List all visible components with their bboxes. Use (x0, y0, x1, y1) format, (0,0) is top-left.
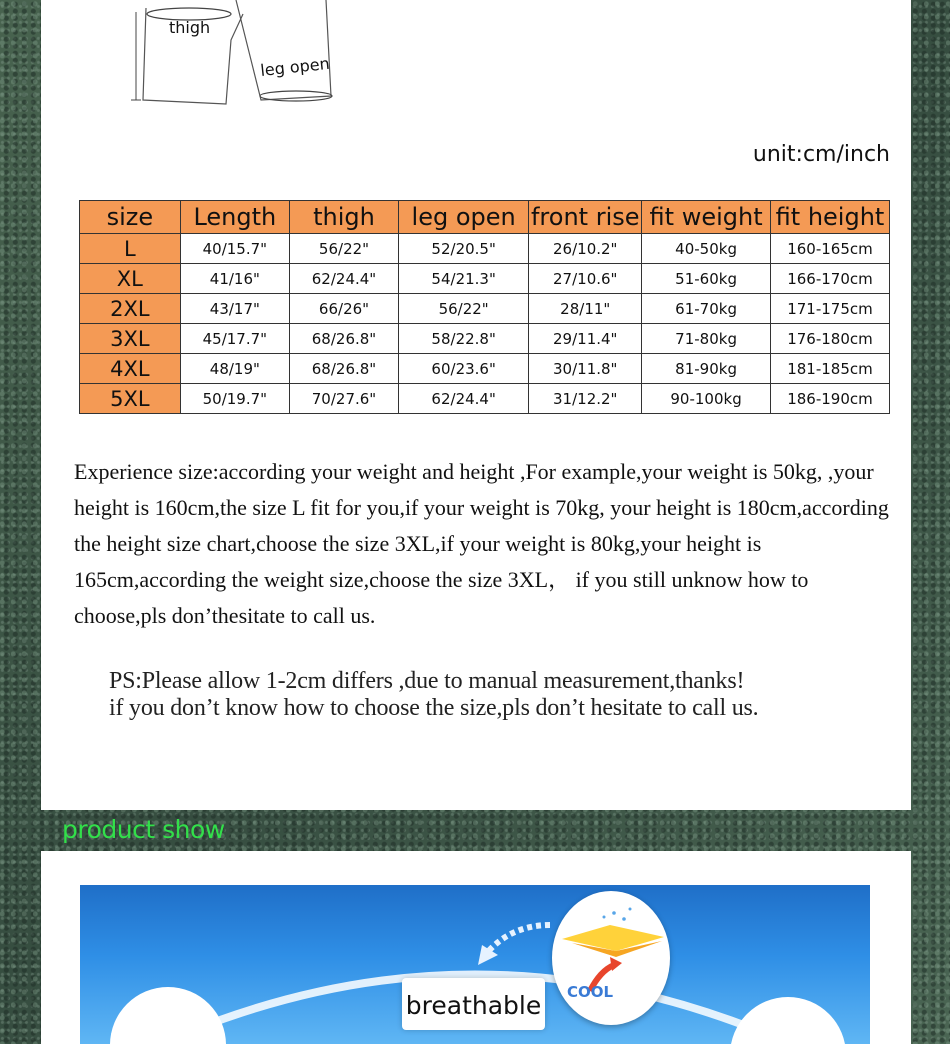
table-cell: 70/27.6" (290, 384, 399, 414)
cool-label: COOL (567, 983, 614, 1001)
table-cell: 27/10.6" (529, 264, 642, 294)
table-cell: 43/17" (180, 294, 289, 324)
section-title-product-show: product show (62, 815, 225, 844)
table-header-cell: leg open (398, 201, 528, 234)
table-header-cell: fit height (770, 201, 889, 234)
ps-line-1: PS:Please allow 1-2cm differs ,due to manual measurement,thanks! (109, 668, 745, 694)
table-cell: 29/11.4" (529, 324, 642, 354)
table-header-row (80, 201, 890, 234)
table-header-cell: fit weight (642, 201, 771, 234)
cool-icon (552, 891, 670, 1025)
table-cell: 28/11" (529, 294, 642, 324)
leg-open-label: leg open (259, 53, 331, 80)
table-header-cell: size (80, 201, 181, 234)
table-cell: 54/21.3" (398, 264, 528, 294)
table-header-cell: Length (180, 201, 289, 234)
experience-size-text: Experience size:according your weight and height ,For example,your weight is 50kg, ,your height is 160cm,the size L fit for you,if your weight is 70kg, your height is 180cm,according the height size chart,choose the size 3XL,if your weight is 80kg,your height is 165cm,according the weight size,choose the size 3XL， if you still unknow how to choose,pls don’thesitate to call us. (74, 459, 889, 628)
table-row (80, 384, 890, 414)
table-cell: 71-80kg (642, 324, 771, 354)
table-cell: 81-90kg (642, 354, 771, 384)
table-row (80, 354, 890, 384)
table-row (80, 264, 890, 294)
table-row (80, 234, 890, 264)
table-cell: 48/19" (180, 354, 289, 384)
table-cell: 45/17.7" (180, 324, 289, 354)
table-cell: 41/16" (180, 264, 289, 294)
size-chart-panel (41, 0, 911, 810)
shorts-measurement-diagram (121, 0, 351, 112)
cool-circle (552, 891, 670, 1025)
size-cell: 5XL (80, 384, 181, 414)
table-cell: 166-170cm (770, 264, 889, 294)
table-cell: 30/11.8" (529, 354, 642, 384)
table-cell: 51-60kg (642, 264, 771, 294)
table-body (80, 234, 890, 414)
table-cell: 62/24.4" (290, 264, 399, 294)
table-cell: 31/12.2" (529, 384, 642, 414)
size-cell: L (80, 234, 181, 264)
table-cell: 50/19.7" (180, 384, 289, 414)
table-cell: 40/15.7" (180, 234, 289, 264)
unit-label: unit:cm/inch (752, 142, 890, 167)
table-cell: 58/22.8" (398, 324, 528, 354)
table-cell: 90-100kg (642, 384, 771, 414)
table-cell: 52/20.5" (398, 234, 528, 264)
size-cell: 4XL (80, 354, 181, 384)
table-row (80, 324, 890, 354)
table-cell: 186-190cm (770, 384, 889, 414)
size-cell: XL (80, 264, 181, 294)
size-cell: 3XL (80, 324, 181, 354)
ps-note (109, 668, 758, 722)
table-header-cell: front rise (529, 201, 642, 234)
table-cell: 40-50kg (642, 234, 771, 264)
table-cell: 68/26.8" (290, 324, 399, 354)
table-cell: 68/26.8" (290, 354, 399, 384)
table-cell: 171-175cm (770, 294, 889, 324)
table-cell: 160-165cm (770, 234, 889, 264)
table-cell: 176-180cm (770, 324, 889, 354)
ps-line-2: if you don’t know how to choose the size,pls don’t hesitate to call us. (109, 695, 759, 721)
thigh-label: thigh (169, 18, 211, 37)
table-cell: 56/22" (398, 294, 528, 324)
breathable-banner-image (80, 885, 870, 1044)
table-header-cell: thigh (290, 201, 399, 234)
product-show-panel (41, 851, 911, 1044)
size-table (79, 200, 890, 414)
table-row (80, 294, 890, 324)
table-cell: 60/23.6" (398, 354, 528, 384)
table-cell: 61-70kg (642, 294, 771, 324)
table-cell: 181-185cm (770, 354, 889, 384)
table-cell: 26/10.2" (529, 234, 642, 264)
breathable-badge: breathable (402, 978, 545, 1030)
table-cell: 62/24.4" (398, 384, 528, 414)
table-cell: 66/26" (290, 294, 399, 324)
size-cell: 2XL (80, 294, 181, 324)
table-cell: 56/22" (290, 234, 399, 264)
